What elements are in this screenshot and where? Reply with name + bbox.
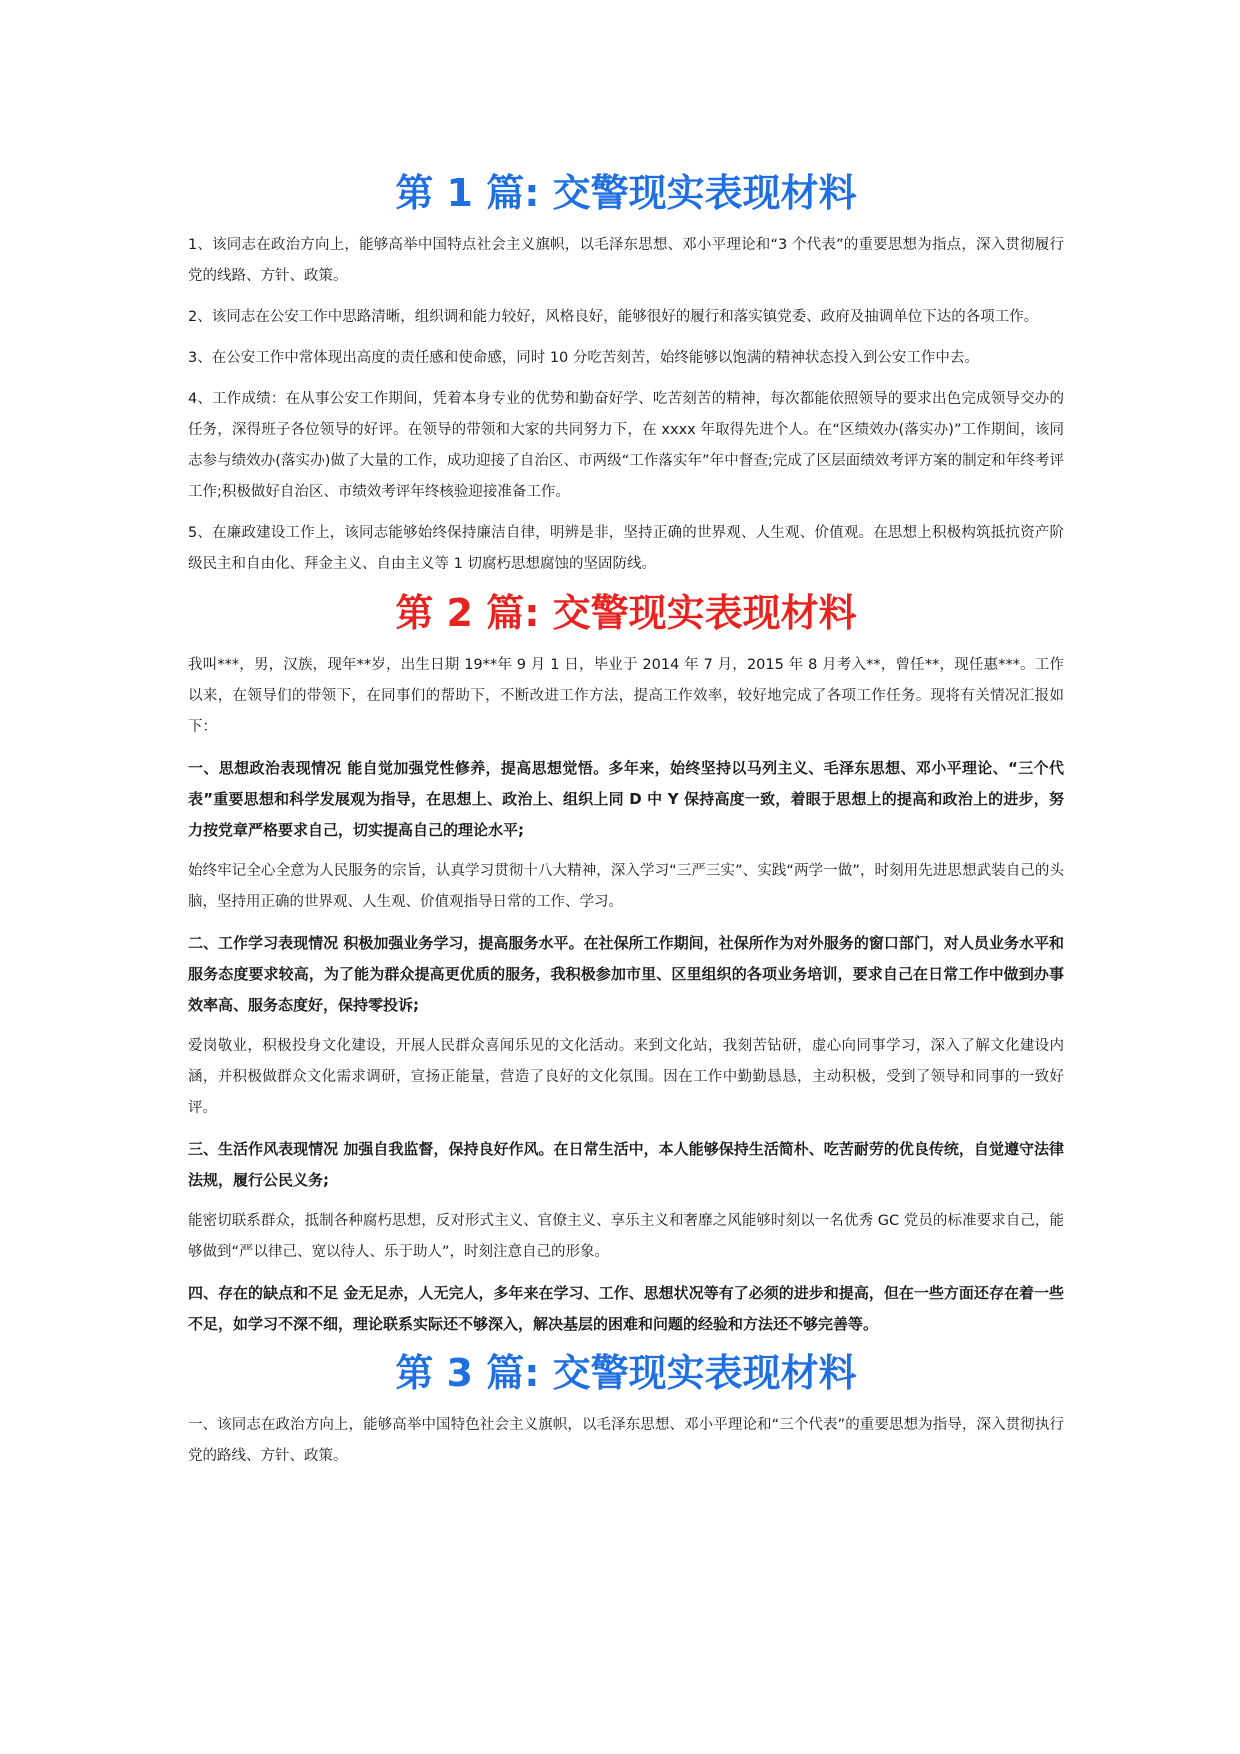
paragraph: 能密切联系群众，抵制各种腐朽思想，反对形式主义、官僚主义、享乐主义和奢靡之风能够时刻以一名优秀 GC 党员的标准要求自己，能够做到“严以律己、宽以待人、乐于助人”，时刻注意自己的形象。 [188, 1213, 1064, 1260]
section-3 [188, 1350, 1064, 1472]
paragraph: 一、该同志在政治方向上，能够高举中国特色社会主义旗帜，以毛泽东思想、邓小平理论和“三个代表”的重要思想为指导，深入贯彻执行党的路线、方针、政策。 [188, 1417, 1064, 1464]
paragraph: 爱岗敬业，积极投身文化建设，开展人民群众喜闻乐见的文化活动。来到文化站，我刻苦钻研，虚心向同事学习，深入了解文化建设内涵，并积极做群众文化需求调研，宣扬正能量，营造了良好的文化氛围。因在工作中勤勤恳恳，主动积极，受到了领导和同事的一致好评。 [188, 1038, 1064, 1116]
bold-paragraph: 四、存在的缺点和不足 金无足赤，人无完人，多年来在学习、工作、思想状况等有了必须的进步和提高，但在一些方面还存在着一些不足，如学习不深不细，理论联系实际还不够深入，解决基层的困难和问题的经验和方法还不够完善等。 [188, 1284, 1064, 1333]
section-2 [188, 590, 1064, 1340]
section-title: 第 3 篇: 交警现实表现材料 [395, 1351, 857, 1395]
paragraph: 始终牢记全心全意为人民服务的宗旨，认真学习贯彻十八大精神，深入学习“三严三实”、实践“两学一做”，时刻用先进思想武装自己的头脑，坚持用正确的世界观、人生观、价值观指导日常的工作、学习。 [188, 863, 1064, 910]
section-title: 第 2 篇: 交警现实表现材料 [395, 591, 857, 635]
bold-paragraph: 三、生活作风表现情况 加强自我监督，保持良好作风。在日常生活中，本人能够保持生活简朴、吃苦耐劳的优良传统，自觉遵守法律法规，履行公民义务; [188, 1140, 1064, 1189]
paragraph: 4、工作成绩：在从事公安工作期间，凭着本身专业的优势和勤奋好学、吃苦刻苦的精神，每次都能依照领导的要求出色完成领导交办的任务，深得班子各位领导的好评。在领导的带领和大家的共同努力下，在 xxxx 年取得先进个人。在“区绩效办(落实办)”工作期间，该同志参与绩效办(落实办)做了大量的工作，成功迎接了自治区、市两级“工作落实年”年中督查;完成了区层面绩效考评方案的制定和年终考评工作;积极做好自治区、市绩效考评年终核验迎接准备工作。 [188, 391, 1064, 500]
bold-paragraph: 一、思想政治表现情况 能自觉加强党性修养，提高思想觉悟。多年来，始终坚持以马列主义、毛泽东思想、邓小平理论、“三个代表”重要思想和科学发展观为指导，在思想上、政治上、组织上同 D 中 Y 保持高度一致，着眼于思想上的提高和政治上的进步，努力按党章严格要求自己，切实提高自己的理论水平; [188, 759, 1064, 839]
section-1 [188, 170, 1064, 580]
bold-paragraph: 二、工作学习表现情况 积极加强业务学习，提高服务水平。在社保所工作期间，社保所作为对外服务的窗口部门，对人员业务水平和服务态度要求较高，为了能为群众提高更优质的服务，我积极参加市里、区里组织的各项业务培训，要求自己在日常工作中做到办事效率高、服务态度好，保持零投诉; [188, 934, 1064, 1014]
document-page [188, 170, 1064, 1482]
paragraph: 5、在廉政建设工作上，该同志能够始终保持廉洁自律，明辨是非，坚持正确的世界观、人生观、价值观。在思想上积极构筑抵抗资产阶级民主和自由化、拜金主义、自由主义等 1 切腐朽思想腐蚀的坚固防线。 [188, 525, 1064, 572]
paragraph: 2、该同志在公安工作中思路清晰，组织调和能力较好，风格良好，能够很好的履行和落实镇党委、政府及抽调单位下达的各项工作。 [188, 309, 1039, 325]
section-title: 第 1 篇: 交警现实表现材料 [395, 171, 857, 215]
paragraph: 1、该同志在政治方向上，能够高举中国特点社会主义旗帜，以毛泽东思想、邓小平理论和“3 个代表”的重要思想为指点，深入贯彻履行党的线路、方针、政策。 [188, 237, 1064, 284]
paragraph: 我叫***，男，汉族，现年**岁，出生日期 19**年 9 月 1 日，毕业于 2014 年 7 月，2015 年 8 月考入**，曾任**，现任惠***。工作以来，在领导们的带领下，在同事们的帮助下，不断改进工作方法，提高工作效率，较好地完成了各项工作任务。现将有关情况汇报如下： [188, 657, 1064, 735]
paragraph: 3、在公安工作中常体现出高度的责任感和使命感，同时 10 分吃苦刻苦，始终能够以饱满的精神状态投入到公安工作中去。 [188, 350, 979, 366]
